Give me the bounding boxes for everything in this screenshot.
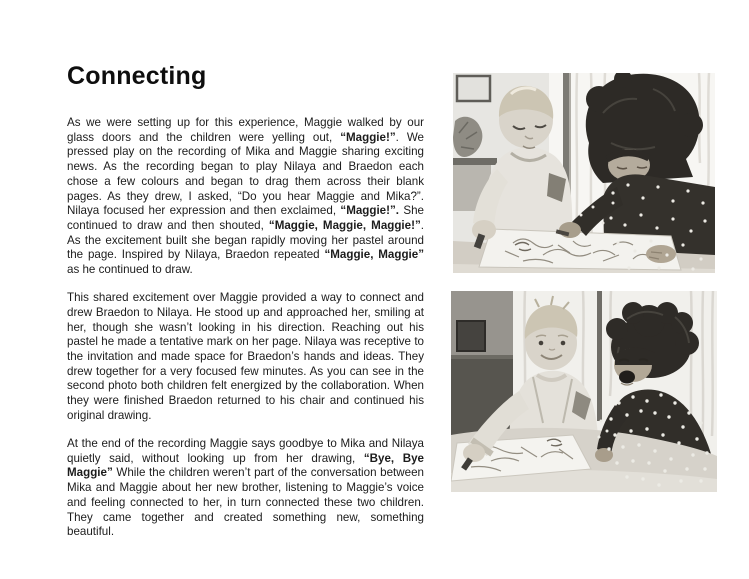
bold-text-segment: “Bye, Bye Maggie” bbox=[67, 451, 424, 480]
article-body bbox=[67, 116, 424, 540]
paragraph bbox=[67, 437, 424, 540]
photo-children-drawing bbox=[453, 73, 715, 273]
text-segment: . As the excitement built she began rapidly moving her pastel around the page. Inspired by Nilaya, Braedon repeated bbox=[67, 218, 424, 262]
text-segment: . We pressed play on the recording of Mika and Maggie sharing exciting news. As the recording began to play Nilaya and Braedon each chose a few colours and began to drag them across their blank pages. As they drew, I asked, “Do you hear Maggie and Mika?”. Nilaya focused her expression and then exclaimed, bbox=[67, 130, 424, 218]
bold-text-segment: “Maggie, Maggie” bbox=[324, 248, 424, 262]
text-segment: as he continued to draw. bbox=[67, 263, 193, 277]
text-segment: At the end of the recording Maggie says goodbye to Mika and Nilaya quietly said, without looking up from her drawing, bbox=[67, 437, 424, 465]
paragraph bbox=[67, 116, 424, 278]
paragraph bbox=[67, 291, 424, 423]
text-segment: While the children weren’t part of the conversation between Mika and Maggie about her new brother, listening to Maggie’s voice and feeling connected to her, in turn connected these two children. They came together and created something new, something beautiful. bbox=[67, 466, 424, 539]
photo-children-energized bbox=[451, 291, 717, 492]
article bbox=[67, 62, 424, 553]
page-title: Connecting bbox=[67, 62, 207, 90]
photo-children-drawing-graphic bbox=[453, 73, 715, 273]
bold-text-segment: “Maggie!”. bbox=[340, 204, 400, 218]
photo-children-energized-graphic bbox=[451, 291, 717, 492]
text-segment: As we were setting up for this experience, Maggie walked by our glass doors and the children were yelling out, bbox=[67, 116, 424, 144]
bold-text-segment: “Maggie, Maggie, Maggie!” bbox=[268, 218, 421, 232]
bold-text-segment: “Maggie!” bbox=[340, 130, 396, 144]
text-segment: She continued to draw and then shouted, bbox=[67, 204, 424, 232]
text-segment: This shared excitement over Maggie provided a way to connect and drew Braedon to Nilaya. He stood up and approached her, smiling at her, though she wasn’t looking in his direction. Reaching out his pastel he made a tentative mark on her page. Nilaya was receptive to the invitation and made space for Braedon’s hands and ideas. They drew together for a very focused few minutes. As you can see in the second photo both children felt energized by the collaboration. When they were finished Braedon returned to his chair and continued his original drawing. bbox=[67, 291, 424, 422]
